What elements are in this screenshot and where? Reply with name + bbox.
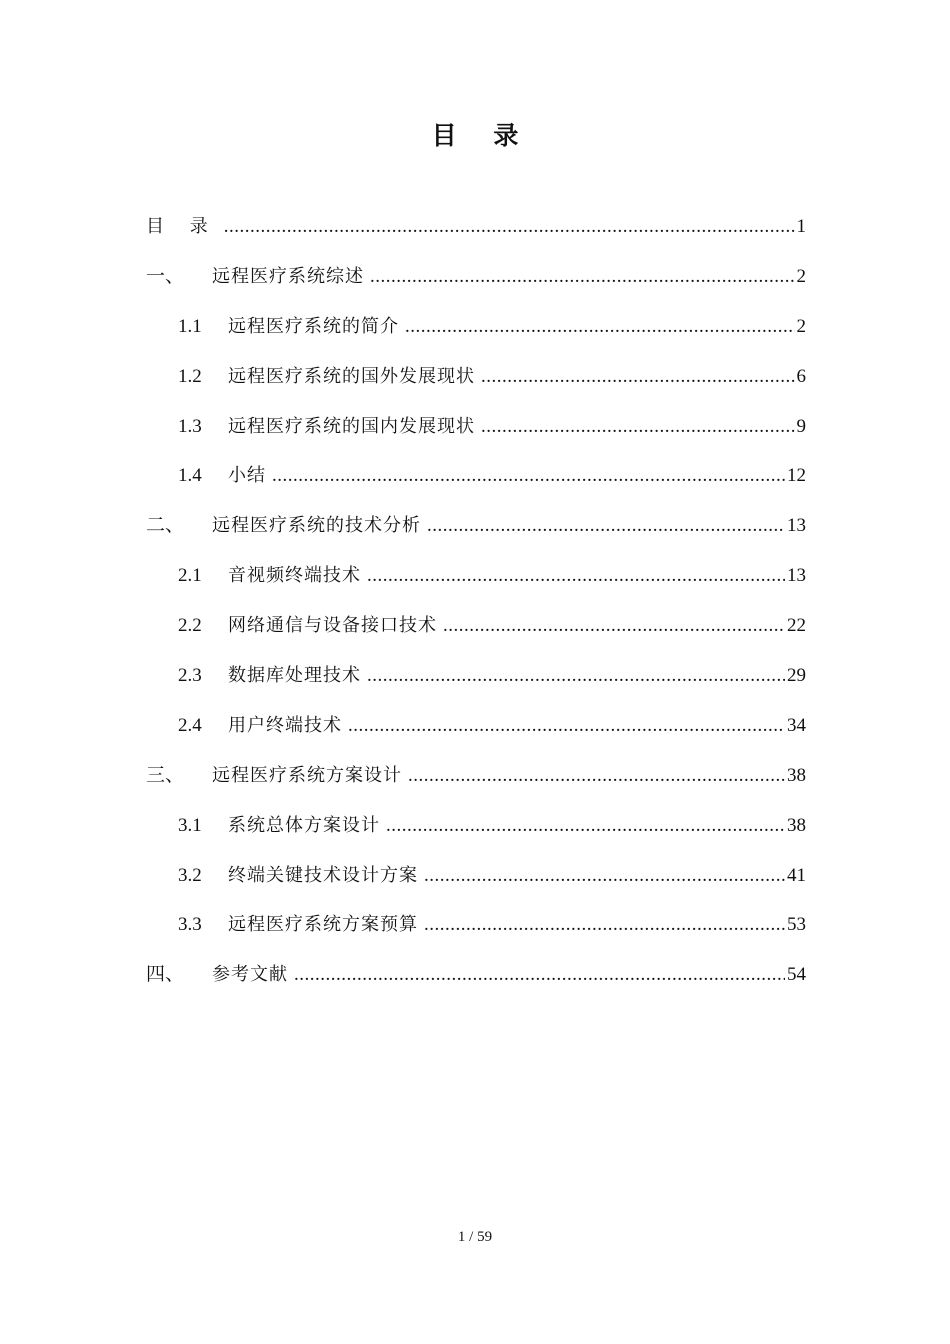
toc-entry-label: 参考文献 [212,964,288,986]
toc-dot-leader [348,701,785,751]
toc-entry-label: 音视频终端技术 [228,565,361,587]
toc-entry-number: 二、 [146,515,185,537]
toc-entry-page: 29 [787,665,806,687]
toc-entry-page: 53 [787,914,806,936]
toc-dot-leader [443,601,785,651]
toc-entry-page: 1 [796,216,806,237]
toc-dot-leader [367,551,785,601]
toc-entry-page: 13 [787,515,806,537]
toc-entry-page: 2 [796,265,806,287]
toc-entry-page: 12 [787,465,806,487]
toc-entry[interactable] [146,651,806,701]
toc-dot-leader [405,302,795,352]
toc-entry-label: 网络通信与设备接口技术 [228,615,437,637]
toc-entry-number: 2.3 [178,665,202,687]
toc-entry[interactable] [146,202,806,252]
toc-entry[interactable] [146,950,806,1000]
toc-dot-leader [481,402,795,452]
toc-entry-number: 2.1 [178,565,202,587]
toc-dot-leader [424,900,785,950]
toc-entry-page: 13 [787,565,806,587]
toc-entry[interactable] [146,402,806,452]
toc-entry-page: 22 [787,615,806,637]
toc-dot-leader [224,202,795,252]
toc-entry-label: 小结 [228,465,266,487]
toc-entry[interactable] [146,501,806,551]
page-number-footer: 1 / 59 [457,1229,493,1245]
toc-entry-label: 远程医疗系统的技术分析 [212,515,421,537]
toc-entry-number: 2.4 [178,714,202,736]
toc-entry-number: 一、 [146,265,185,287]
toc-dot-leader [386,801,785,851]
toc-entry-number: 四、 [146,964,185,986]
toc-dot-leader [427,501,785,551]
toc-entry-page: 38 [787,764,806,786]
toc-entry-label: 数据库处理技术 [228,665,361,687]
toc-entry-label: 远程医疗系统方案设计 [212,764,402,786]
toc-entry-number: 1.3 [178,415,202,437]
toc-entry-number: 3.3 [178,914,202,936]
toc-entry-number: 3.2 [178,864,202,886]
toc-entry[interactable] [146,601,806,651]
toc-entry-label: 系统总体方案设计 [228,814,380,836]
toc-entry-page: 34 [787,714,806,736]
toc-entry[interactable] [146,302,806,352]
toc-dot-leader [367,651,785,701]
toc-entry-label: 远程医疗系统的国内发展现状 [228,415,475,437]
toc-dot-leader [294,950,785,1000]
toc-entry[interactable] [146,701,806,751]
toc-entry-page: 9 [796,415,806,437]
toc-entry-label: 目 录 [146,216,218,237]
toc-entry[interactable] [146,451,806,501]
toc-entry-label: 远程医疗系统方案预算 [228,914,418,936]
page-title: 目 录 [431,121,533,150]
toc-entry-page: 41 [787,864,806,886]
toc-dot-leader [272,451,785,501]
toc-dot-leader [370,252,795,302]
toc-entry[interactable] [146,551,806,601]
toc-entry[interactable] [146,352,806,402]
toc-entry[interactable] [146,751,806,801]
toc-entry-page: 2 [796,315,806,337]
toc-entry-label: 远程医疗系统的国外发展现状 [228,365,475,387]
toc-entry-label: 终端关键技术设计方案 [228,864,418,886]
toc-entry[interactable] [146,801,806,851]
toc-entry-page: 38 [787,814,806,836]
toc-entry[interactable] [146,900,806,950]
toc-entry-number: 1.2 [178,365,202,387]
toc-dot-leader [481,352,795,402]
toc-entry[interactable] [146,851,806,901]
toc-entry-page: 6 [796,365,806,387]
toc-entry-number: 2.2 [178,615,202,637]
toc-entry-page: 54 [787,964,806,986]
toc-dot-leader [424,851,785,901]
toc-entry-number: 三、 [146,764,185,786]
toc-entry-number: 3.1 [178,814,202,836]
toc-entry-number: 1.1 [178,315,202,337]
table-of-contents [146,202,806,1000]
toc-entry-label: 远程医疗系统的简介 [228,315,399,337]
toc-entry-number: 1.4 [178,465,202,487]
toc-entry[interactable] [146,252,806,302]
toc-dot-leader [408,751,785,801]
toc-entry-label: 用户终端技术 [228,714,342,736]
toc-entry-label: 远程医疗系统综述 [212,265,364,287]
